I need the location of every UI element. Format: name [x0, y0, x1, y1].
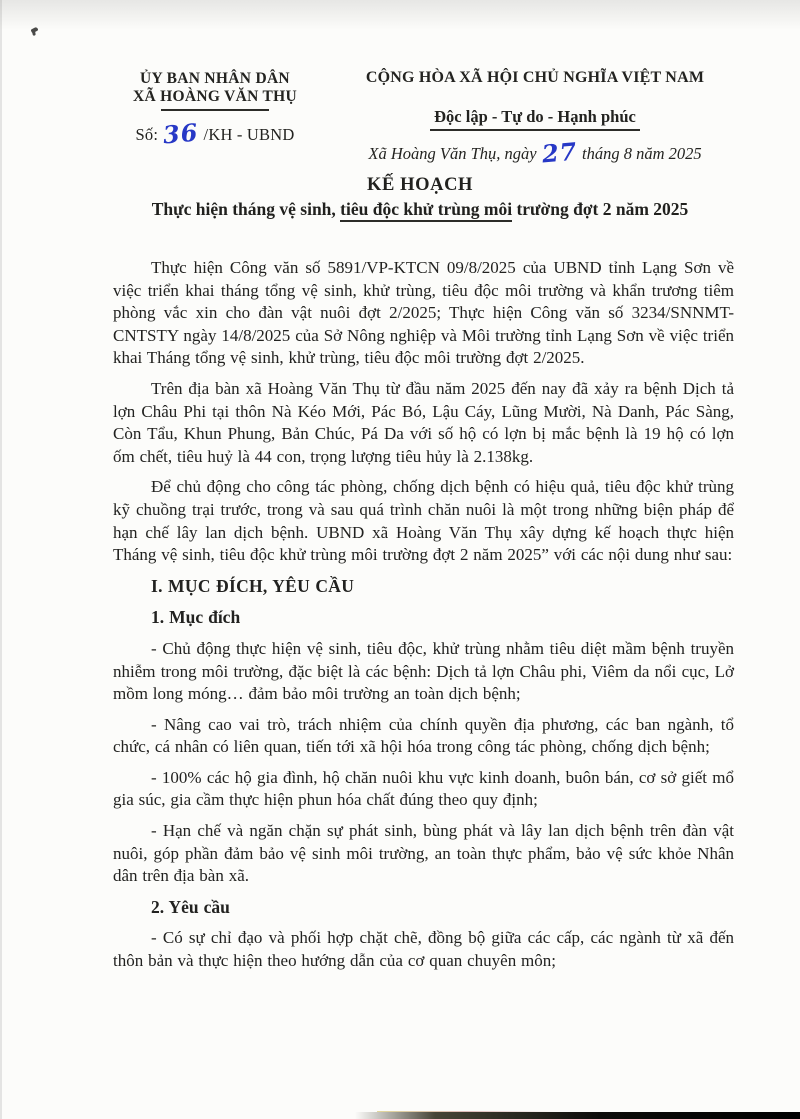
- national-title: CỘNG HÒA XÃ HỘI CHỦ NGHĨA VIỆT NAM: [365, 69, 705, 86]
- paragraph-legal-basis: Thực hiện Công văn số 5891/VP-KTCN 09/8/2025 của UBND tỉnh Lạng Sơn về việc triển khai tháng tổng vệ sinh, khử trùng, tiêu độc môi trường và khẩn trương tiêm phòng vắc xin cho đàn vật nuôi đợt 2/2025; Thực hiện Công văn số 3234/SNNMT-CNTSTY ngày 14/8/2025 của Sở Nông nghiệp và Môi trường tỉnh Lạng Sơn về việc triển khai Tháng tổng vệ sinh, khử trùng, tiêu độc môi trường đợt 2/2025.: [113, 258, 734, 368]
- scan-edge-left: [0, 0, 2, 1119]
- paragraph-purpose-intro: Để chủ động cho công tác phòng, chống dịch bệnh có hiệu quả, tiêu độc khử trùng kỹ chuồng trại trước, trong và sau quá trình chăn nuôi là một trong những biện pháp để hạn chế lây lan dịch bệnh. UBND xã Hoàng Văn Thụ xây dựng kế hoạch thực hiện Tháng vệ sinh, tiêu độc khử trùng môi trường đợt 2 năm 2025” với các nội dung như sau:: [113, 477, 734, 565]
- date-day-handwritten: 27: [540, 136, 579, 169]
- authority-name-line2: XÃ HOÀNG VĂN THỤ: [133, 88, 297, 105]
- paragraph-situation: Trên địa bàn xã Hoàng Văn Thụ từ đầu năm 2025 đến nay đã xảy ra bệnh Dịch tả lợn Châu Phi tại thôn Nà Kéo Mới, Pác Bó, Lậu Cáy, Lũng Mười, Nà Danh, Pác Sàng, Còn Tẩu, Khun Phung, Bản Chúc, Pá Da với số hộ có lợn bị mắc bệnh là 19 hộ có lợn ốm chết, tiêu huỷ là 44 con, trọng lượng tiêu hủy là 2.138kg.: [113, 378, 734, 466]
- document-number-prefix: Số:: [135, 125, 159, 144]
- bullet-requirement-1: - Có sự chỉ đạo và phối hợp chặt chẽ, đồng bộ giữa các cấp, các ngành từ xã đến thôn bản và thực hiện theo hướng dẫn của cơ quan chuyên môn;: [113, 928, 734, 971]
- subtitle-plain-end: trường đợt 2 năm 2025: [512, 199, 689, 219]
- bullet-objective-2: - Nâng cao vai trò, trách nhiệm của chính quyền địa phương, các ban ngành, tổ chức, cá nhân có liên quan, tiến tới xã hội hóa trong công tác phòng, chống dịch bệnh;: [113, 714, 734, 757]
- document-title-block: [100, 175, 740, 220]
- document-title: KẾ HOẠCH: [366, 175, 474, 195]
- document-subtitle: [100, 199, 740, 220]
- document-number-suffix: /KH - UBND: [203, 125, 295, 144]
- bullet-objective-4: - Hạn chế và ngăn chặn sự phát sinh, bùng phát và lây lan dịch bệnh trên đàn vật nuôi, góp phần đảm bảo vệ sinh môi trường, an toàn thực phẩm, bảo vệ sức khỏe Nhân dân trên địa bàn xã.: [113, 821, 734, 886]
- authority-underline: [161, 109, 269, 111]
- scan-artifact-mark: [30, 27, 38, 34]
- document-number-line: [95, 117, 335, 150]
- national-motto-block: [330, 68, 740, 169]
- authority-name-line1: ỦY BAN NHÂN DÂN: [140, 70, 290, 87]
- scan-artifact-bottom-bar: [355, 1112, 800, 1119]
- subsection-heading-2: 2. Yêu cầu: [151, 896, 230, 917]
- bullet-objective-1: - Chủ động thực hiện vệ sinh, tiêu độc, khử trùng nhằm tiêu diệt mầm bệnh truyền nhiễm trong môi trường, đặc biệt là các bệnh: Dịch tả lợn Châu phi, Viêm da nổi cục, Lở mồm long móng… đảm bảo môi trường an toàn dịch bệnh;: [113, 638, 734, 704]
- subsection-heading-1: 1. Mục đích: [151, 607, 241, 628]
- document-number-handwritten: 36: [161, 117, 200, 150]
- document-body: [113, 257, 734, 981]
- date-prefix: Xã Hoàng Văn Thụ, ngày: [368, 144, 537, 163]
- national-motto: Độc lập - Tự do - Hạnh phúc: [430, 107, 640, 131]
- subtitle-plain-start: Thực hiện tháng vệ sinh,: [151, 199, 341, 219]
- issuing-authority-block: [95, 70, 335, 150]
- place-date-line: [330, 136, 740, 169]
- subtitle-underlined: tiêu độc khử trùng môi: [340, 199, 512, 222]
- scan-shadow-top: [0, 0, 800, 30]
- date-suffix: tháng 8 năm 2025: [581, 144, 702, 163]
- section-heading-i: I. MỤC ĐÍCH, YÊU CẦU: [151, 575, 355, 596]
- bullet-objective-3: - 100% các hộ gia đình, hộ chăn nuôi khu vực kinh doanh, buôn bán, cơ sở giết mổ gia súc, gia cầm thực hiện phun hóa chất đúng theo quy định;: [113, 767, 734, 810]
